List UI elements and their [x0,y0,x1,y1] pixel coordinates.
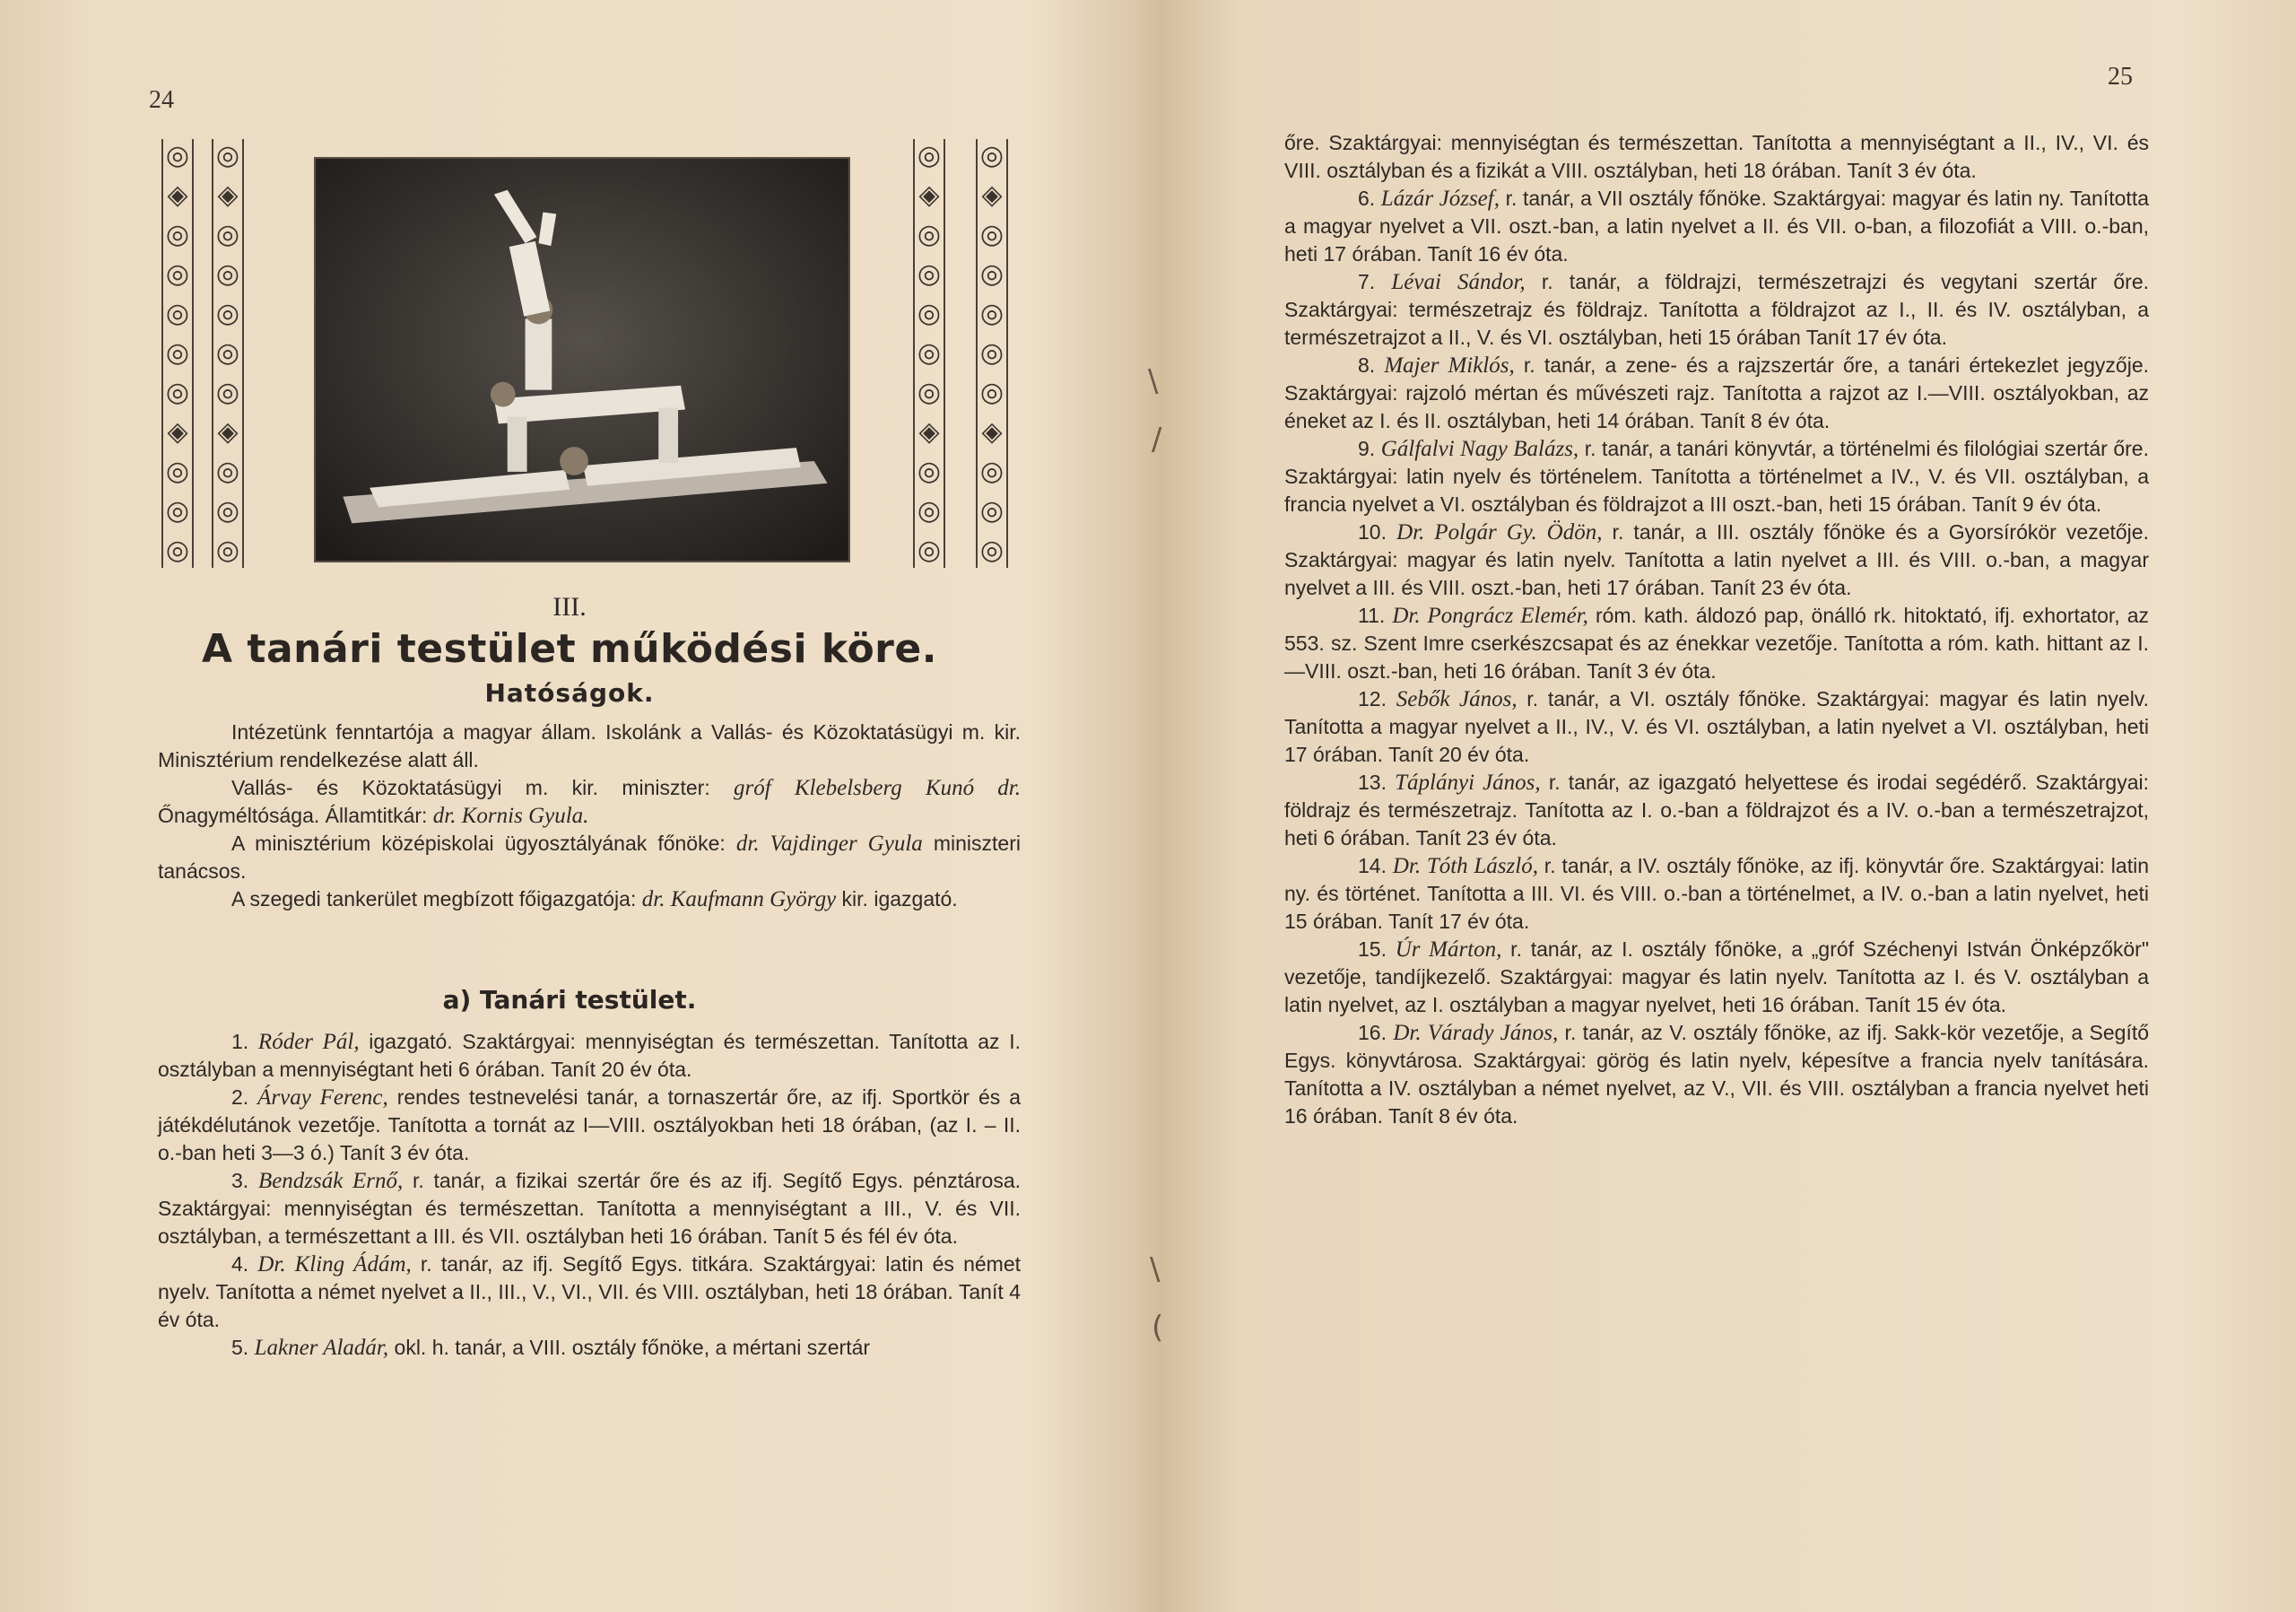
staff-entry: 10. Dr. Polgár Gy. Ödön, r. tanár, a III. osztály főnöke és a Gyorsírókör vezetője. Szaktárgyai: magyar és latin nyelv. Tanította a latin nyelvet a III. és VIII. o.-ban, a magyar nyelvet a III. és VIII. oszt.-ban, heti 17 órában. Tanít 23 év óta. [1284,520,2149,599]
staff-entry: 7. Lévai Sándor, r. tanár, a földrajzi, természetrajzi és vegytani szertár őre. Szaktárgyai: természetrajz és földrajz. Tanította a földrajzot az I., II. és IV. osztályban, a természetrajzot a II., V. és VI. osztályban, heti 15 órában Tanít 17 év óta. [1284,270,2150,349]
staff-entry: 2. Árvay Ferenc, rendes testnevelési tanár, a tornaszertár őre, az ifj. Sportkör és a játékdélutánok vezetője. Tanította a tornát az I—VIII. osztályokban heti 18 órában, (az I. – II. o.-ban heti 3—3 ó.) Tanít 3 év óta. [158,1085,1021,1164]
pencil-mark-icon: ( [1152,1310,1164,1346]
intro-paragraphs [158,719,1021,913]
staff-entry: 16. Dr. Várady János, r. tanár, az V. osztály főnöke, az ifj. Sakk-kör vezetője, a Segítő Egys. könyvtárosa. Szaktárgyai: görög és latin nyelv, képesítve a francia nyelv tanítására. Tanította a IV. osztályban a német nyelvet, az V., VII. és VIII. osztályban a francia nyelvet heti 16 órában. Tanít 8 év óta. [1284,1021,2150,1128]
staff-list-left [158,1028,1021,1362]
staff-entry: 13. Táplányi János, r. tanár, az igazgató helyettese és irodai segédérő. Szaktárgyai: földrajz és természetrajz. Tanította az I. o.-ban a földrajzot és a IV. o.-ban a természetrajzot, heti 6 órában. Tanít 23 év óta. [1284,771,2149,850]
staff-entry: 3. Bendzsák Ernő, r. tanár, a fizikai szertár őre és az ifj. Segítő Egys. pénztárosa. Szaktárgyai: mennyiségtan és természettan. Tanította a mennyiségtant a III., V. és VII. osztályban, a természettant a III. és VII. osztályban heti 16 órában. Tanít 5 és fél év óta. [158,1169,1022,1248]
acrobat-pyramid-icon [316,159,848,561]
staff-entry: 1. Róder Pál, igazgató. Szaktárgyai: mennyiségtan és természettan. Tanította az I. osztályban a mennyiségtant heti 6 órában. Tanít 20 év óta. [158,1030,1021,1081]
staff-entry: 8. Majer Miklós, r. tanár, a zene- és a rajzszertár őre, a tanári értekezlet jegyzője. Szaktárgyai: rajzoló mértan és művészeti rajz. Tanította a rajzot az I.—VIII. osztályokban, az éneket az I. és II. osztályban, heti 14 órában. Tanít 8 év óta. [1284,353,2150,432]
staff-entry: 9. Gálfalvi Nagy Balázs, r. tanár, a tanári könyvtár, a történelmi és filológiai szertár őre. Szaktárgyai: latin nyelv és történelem. Tanította a történelmet a IV., V. és VII. osztályban, a francia nyelvet a VI. osztályban és földrajzot a III oszt.-ban, heti 15 órában. Tanít 9 év óta. [1284,437,2149,516]
intro-paragraph: A minisztérium középiskolai ügyosztályának főnöke: dr. Vajdinger Gyula miniszteri tanácsos. [158,832,1021,883]
intro-paragraph: A szegedi tankerület megbízott főigazgatója: dr. Kaufmann György kir. igazgató. [231,887,958,911]
intro-paragraph: Vallás- és Közoktatásügyi m. kir. miniszter: gróf Klebelsberg Kunó dr. Őnagyméltósága. Államtitkár: dr. Kornis Gyula. [158,776,1021,828]
staff-entry: 5. Lakner Aladár, okl. h. tanár, a VIII. osztály főnöke, a mértani szertár [231,1336,871,1360]
staff-entry: 11. Dr. Pongrácz Elemér, róm. kath. áldozó pap, önálló rk. hitoktató, ifj. exhortator, az 553. sz. Szent Imre cserkészcsapat és az énekkar vezetője. Tanította a róm. kath. hittant az I.—VIII. oszt.-ban, heti 16 órában. Tanít 3 év óta. [1284,604,2150,683]
staff-list-right [1284,129,2149,1130]
ornament-border-icon: ◎ ◈ ◎ ◎ ◎ ◎ ◎ ◈ ◎ ◎ ◎ [913,139,945,568]
intro-paragraph: Intézetünk fenntartója a magyar állam. Iskolánk a Vallás- és Közoktatásügyi m. kir. Minisztérium rendelkezése alatt áll. [158,720,1021,771]
section-subtitle: Hatóságok. [484,678,655,708]
section-title: A tanári testület működési köre. [202,626,937,672]
acrobat-pyramid-photo [314,157,850,562]
staff-entry: 15. Úr Márton, r. tanár, az I. osztály főnöke, a „gróf Széchenyi István Önképzőkör" vezetője, tandíjkezelő. Szaktárgyai: magyar és latin nyelv. Tanította az I. és V. osztályban a latin nyelvet, az I. osztályban a magyar nyelvet, heti 16 órában. Tanít 15 év óta. [1284,937,2149,1016]
ornament-border-icon: ◎ ◈ ◎ ◎ ◎ ◎ ◎ ◈ ◎ ◎ ◎ [976,139,1008,568]
pencil-mark-icon: \ [1150,1251,1161,1287]
pencil-mark-icon: / [1152,422,1162,457]
ornament-border-icon: ◎ ◈ ◎ ◎ ◎ ◎ ◎ ◈ ◎ ◎ ◎ [212,139,244,568]
page-number: 25 [2108,63,2133,91]
section-number: III. [552,592,587,622]
pencil-mark-icon: \ [1148,363,1159,399]
staff-entry: 4. Dr. Kling Ádám, r. tanár, az ifj. Segítő Egys. titkára. Szaktárgyai: latin és német nyelv. Tanította a német nyelvet a II., III., V., VI., VII. és VIII. osztályban, heti 18 órában. Tanít 4 év óta. [158,1252,1022,1331]
staff-subhead: a) Tanári testület. [442,985,697,1015]
staff-entry: 12. Sebők János, r. tanár, a VI. osztály főnöke. Szaktárgyai: magyar és latin nyelv. Tanította a magyar nyelvet a II., IV., V. és VI. osztályban, a latin nyelvet a VI. osztályban, heti 17 órában. Tanít 20 év óta. [1284,687,2149,766]
page-number: 24 [149,86,174,114]
staff-entry: 6. Lázár József, r. tanár, a VII osztály főnöke. Szaktárgyai: magyar és latin ny. Tanította a magyar nyelvet a VII. oszt.-ban, a latin nyelvet a II. és VII. o-ban, a filozofiát a VIII. o.-ban, heti 17 órában. Tanít 16 év óta. [1284,187,2149,266]
staff-entry-continuation: őre. Szaktárgyai: mennyiségtan és természettan. Tanította a mennyiségtant a II., IV., VI. és VIII. osztályban és a fizikát a VIII. osztályban, heti 18 órában. Tanít 3 év óta. [1284,131,2149,182]
left-page [0,0,1139,1612]
ornament-border-icon: ◎ ◈ ◎ ◎ ◎ ◎ ◎ ◈ ◎ ◎ ◎ [161,139,194,568]
staff-entry: 14. Dr. Tóth László, r. tanár, a IV. osztály főnöke, az ifj. könyvtár őre. Szaktárgyai: latin ny. és történet. Tanította a III. VI. és VIII. o.-ban a történelmet, a IV. o.-ban a latin nyelvet, heti 15 órában. Tanít 17 év óta. [1284,854,2149,933]
